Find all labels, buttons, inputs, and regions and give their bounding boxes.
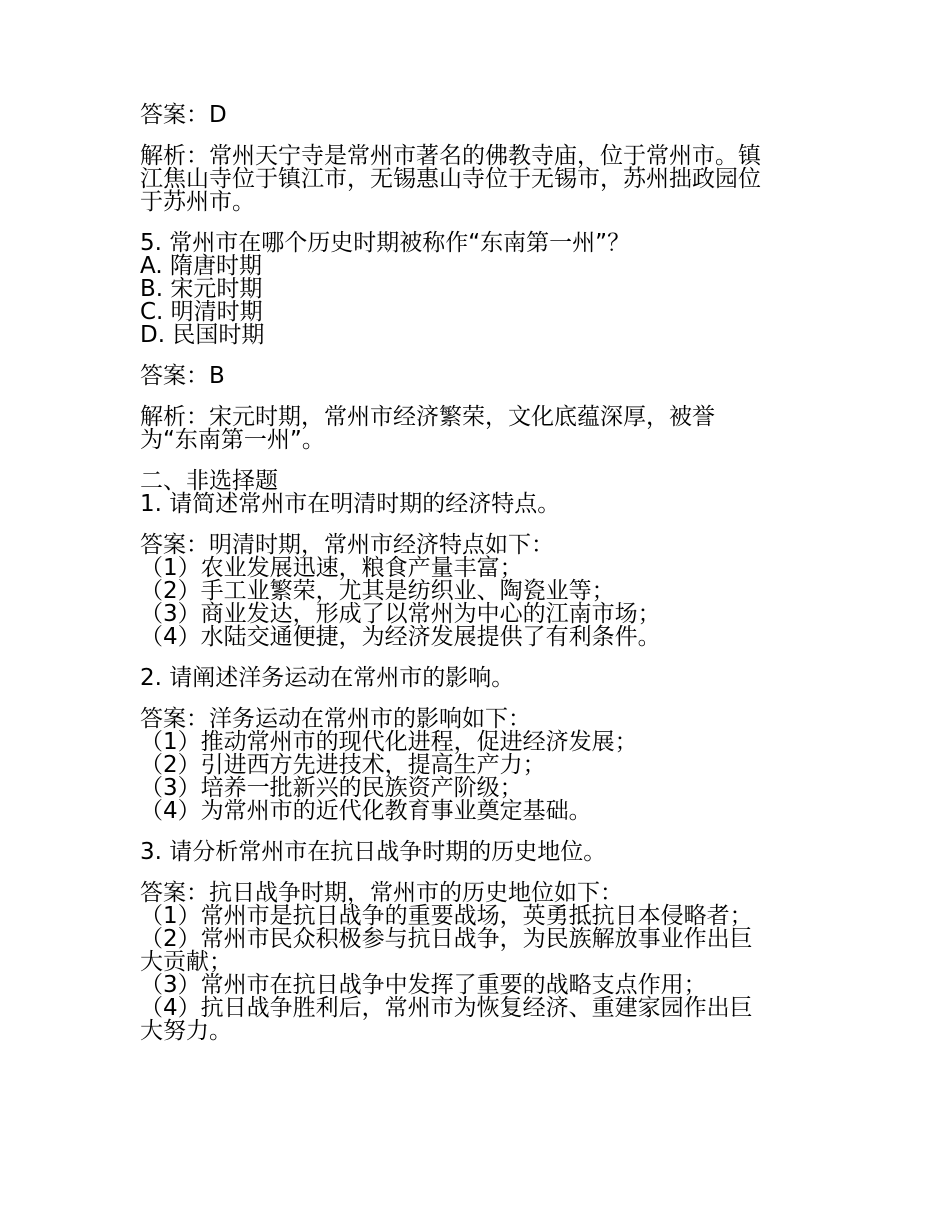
question-title: 2. 请阐述洋务运动在常州市的影响。 [140, 665, 515, 691]
answer-item: （2）常州市民众积极参与抗日战争，为民族解放事业作出巨 [140, 926, 753, 952]
answer-item: 大努力。 [140, 1018, 232, 1044]
answer-line: 答案：抗日战争时期，常州市的历史地位如下： [140, 880, 623, 906]
answer-item: （3）培养一批新兴的民族资产阶级； [140, 775, 523, 801]
answer-text [140, 104, 820, 127]
answer-block [140, 534, 820, 649]
answer-item: （1）农业发展迅速，粮食产量丰富； [140, 555, 523, 581]
option-b: B. 宋元时期 [140, 276, 263, 302]
question-title: 1. 请简述常州市在明清时期的经济特点。 [140, 491, 561, 517]
answer-block [140, 882, 820, 1043]
answer-item: （4）水陆交通便捷，为经济发展提供了有利条件。 [140, 624, 661, 650]
answer-item: （4）抗日战争胜利后，常州市为恢复经济、重建家园作出巨 [140, 995, 753, 1021]
analysis-line: 为“东南第一州”。 [140, 427, 325, 453]
answer-item: （2）引进西方先进技术，提高生产力； [140, 752, 546, 778]
answer-item: （2）手工业繁荣，尤其是纺织业、陶瓷业等； [140, 578, 615, 604]
answer-item: （1）常州市是抗日战争的重要战场，英勇抵抗日本侵略者； [140, 903, 753, 929]
analysis-line: 解析：宋元时期，常州市经济繁荣，文化底蕴深厚，被誉 [140, 404, 715, 430]
question-title: 5. 常州市在哪个历史时期被称作“东南第一州”？ [140, 230, 631, 256]
answer-item: （3）常州市在抗日战争中发挥了重要的战略支点作用； [140, 972, 707, 998]
answer-item: 大贡献； [140, 949, 232, 975]
answer-line: 答案：洋务运动在常州市的影响如下： [140, 706, 531, 732]
question-title: 3. 请分析常州市在抗日战争时期的历史地位。 [140, 839, 607, 865]
option-d: D. 民国时期 [140, 322, 265, 348]
question-block [140, 841, 820, 864]
answer-block [140, 708, 820, 823]
analysis-paragraph [140, 406, 820, 452]
answer-line: 答案：D [140, 102, 227, 128]
analysis-line: 解析：常州天宁寺是常州市著名的佛教寺庙，位于常州市。镇 [140, 143, 761, 169]
analysis-line: 江焦山寺位于镇江市，无锡惠山寺位于无锡市，苏州拙政园位 [140, 166, 761, 192]
answer-line: 答案：明清时期，常州市经济特点如下： [140, 532, 554, 558]
answer-text [140, 365, 820, 388]
analysis-line: 于苏州市。 [140, 189, 255, 215]
answer-item: （3）商业发达，形成了以常州为中心的江南市场； [140, 601, 661, 627]
question-block [140, 667, 820, 690]
section-title: 二、非选择题 [140, 468, 278, 494]
answer-item: （4）为常州市的近代化教育事业奠定基础。 [140, 798, 592, 824]
option-a: A. 隋唐时期 [140, 253, 262, 279]
answer-item: （1）推动常州市的现代化进程，促进经济发展； [140, 729, 638, 755]
option-c: C. 明清时期 [140, 299, 263, 325]
answer-line: 答案：B [140, 363, 225, 389]
document-page [140, 104, 820, 1061]
section-heading [140, 470, 820, 516]
analysis-paragraph [140, 145, 820, 214]
question-block [140, 232, 820, 347]
